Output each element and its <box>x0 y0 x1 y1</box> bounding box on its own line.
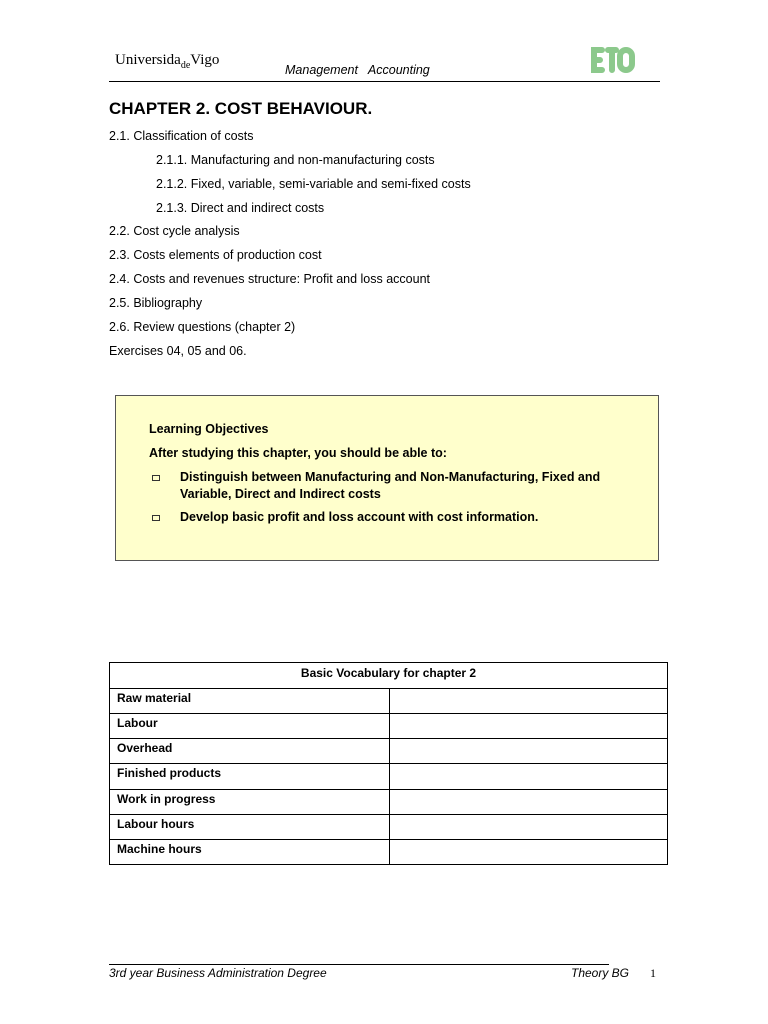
vocabulary-definition-cell <box>390 739 668 764</box>
toc-item: 2.2. Cost cycle analysis <box>109 224 240 238</box>
toc-item: 2.5. Bibliography <box>109 296 203 310</box>
vocabulary-term: Overhead <box>110 739 390 764</box>
learning-objective-item: Develop basic profit and loss account with cost information. <box>180 510 539 524</box>
vocabulary-term: Raw material <box>110 689 390 714</box>
table-row <box>110 815 668 840</box>
vocabulary-term: Finished products <box>110 764 390 790</box>
vocabulary-definition-cell <box>390 815 668 840</box>
header-title: Management Accounting <box>285 63 430 77</box>
toc-item: 2.3. Costs elements of production cost <box>109 248 322 262</box>
learning-objectives-title: Learning Objectives <box>149 422 269 436</box>
vocabulary-definition-cell <box>390 840 668 865</box>
square-bullet-icon <box>152 515 160 521</box>
vocabulary-definition-cell <box>390 764 668 790</box>
logo-small-text: de <box>180 60 191 71</box>
table-header-row <box>110 663 668 689</box>
toc-item: 2.6. Review questions (chapter 2) <box>109 320 296 334</box>
toc-item: Exercises 04, 05 and 06. <box>109 344 247 358</box>
toc-item: 2.1.1. Manufacturing and non-manufacturing costs <box>156 153 435 167</box>
footer-rule <box>109 964 609 965</box>
table-row <box>110 790 668 815</box>
vocabulary-definition-cell <box>390 689 668 714</box>
vocabulary-table <box>109 662 668 865</box>
vocabulary-table-header: Basic Vocabulary for chapter 2 <box>110 663 668 689</box>
table-row <box>110 764 668 790</box>
square-bullet-icon <box>152 475 160 481</box>
vocabulary-term: Labour <box>110 714 390 739</box>
table-row <box>110 689 668 714</box>
university-logo <box>115 52 219 69</box>
vocabulary-definition-cell <box>390 714 668 739</box>
faculty-logo-icon <box>589 44 637 76</box>
toc-item: 2.4. Costs and revenues structure: Profit and loss account <box>109 272 431 286</box>
learning-objectives-intro: After studying this chapter, you should be able to: <box>149 446 447 460</box>
page-number: 1 <box>650 966 656 980</box>
table-row <box>110 714 668 739</box>
vocabulary-term: Machine hours <box>110 840 390 865</box>
page-header <box>109 44 660 80</box>
chapter-title: CHAPTER 2. COST BEHAVIOUR. <box>109 99 373 118</box>
vocabulary-term: Work in progress <box>110 790 390 815</box>
toc-item: 2.1.2. Fixed, variable, semi-variable and semi-fixed costs <box>156 177 471 191</box>
logo-main-text: Universida <box>115 52 181 68</box>
toc-item: 2.1.3. Direct and indirect costs <box>156 201 325 215</box>
footer-right-text: Theory BG <box>571 966 630 980</box>
learning-objective-item: Distinguish between Manufacturing and Non-Manufacturing, Fixed and Variable, Direct and Indirect costs <box>180 470 601 501</box>
header-rule <box>109 81 660 82</box>
logo-end-text: Vigo <box>190 52 220 68</box>
learning-objectives-box <box>115 395 659 561</box>
toc-item: 2.1. Classification of costs <box>109 129 254 143</box>
footer-left-text: 3rd year Business Administration Degree <box>109 966 327 980</box>
table-row <box>110 739 668 764</box>
table-row <box>110 840 668 865</box>
vocabulary-definition-cell <box>390 790 668 815</box>
vocabulary-term: Labour hours <box>110 815 390 840</box>
